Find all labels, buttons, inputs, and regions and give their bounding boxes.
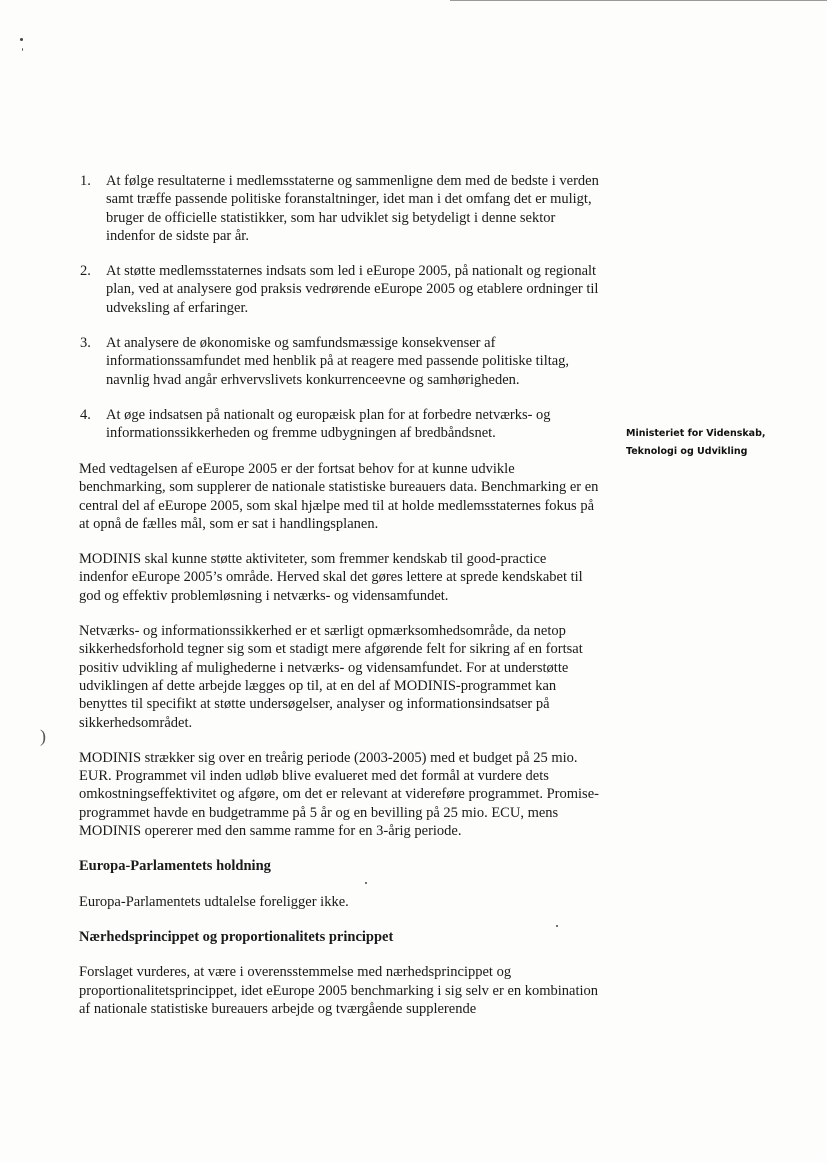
list-item xyxy=(80,406,600,443)
document-body xyxy=(79,460,599,1035)
list-item-text: At øge indsatsen på nationalt og europæisk plan for at forbedre netværks- og informationssikkerheden og fremme udbygningen af bredbåndsnet. xyxy=(106,406,551,442)
paragraph-good-practice: MODINIS skal kunne støtte aktiviteter, som fremmer kendskab til good-practice indenfor eEurope 2005’s område. Herved skal det gøres lettere at sprede kendskabet til god og effektiv problemløsning i netværks- og vidensamfundet. xyxy=(79,551,583,604)
list-number: 3. xyxy=(80,335,91,352)
paragraph-parliament: Europa-Parlamentets udtalelse foreligger ikke. xyxy=(79,893,349,910)
margin-mark: ) xyxy=(40,726,46,746)
paragraph-subsidiarity: Forslaget vurderes, at være i overensstemmelse med nærhedsprincippet og proportionalitetsprincippet, idet eEurope 2005 benchmarking i sig selv er en kombination af nationale statistiske bureauers arbejde og tværgående supplerende xyxy=(79,964,599,1017)
scan-speck xyxy=(22,48,23,51)
ministry-name-line1: Ministeriet for Videnskab, xyxy=(626,428,766,439)
section-heading-parliament: Europa-Parlamentets holdning xyxy=(79,858,271,875)
list-item-text: At støtte medlemsstaternes indsats som led i eEurope 2005, på nationalt og regionalt plan, ved at analysere god praksis vedrørende eEurope 2005 og etablere ordninger til udveksling af erfaringer. xyxy=(106,263,599,316)
list-number: 4. xyxy=(80,406,91,423)
scan-speck xyxy=(20,38,23,41)
list-item xyxy=(80,334,600,389)
paragraph-benchmarking: Med vedtagelsen af eEurope 2005 er der fortsat behov for at kunne udvikle benchmarking, som supplerer de nationale statistiske bureauers data. Benchmarking er en central del af eEurope 2005, som skal hjælpe med til at holde medlemsstaternes fokus på at opnå de fælles mål, som er sat i handlingsplanen. xyxy=(79,461,599,532)
list-item-text: At følge resultaterne i medlemsstaterne og sammenligne dem med de bedste i verden samt træffe passende politiske foranstaltninger, idet man i det omfang det er muligt, bruger de officielle statistikker, som har udviklet sig betydeligt i denne sektor indenfor de sidste par år. xyxy=(106,173,599,244)
list-number: 1. xyxy=(80,173,91,189)
top-border-line xyxy=(450,0,827,1)
paragraph-security: Netværks- og informationssikkerhed er et særligt opmærksomhedsområde, da netop sikkerhedsforhold tegner sig som et stadigt mere afgørende felt for sikring af en fortsat positiv udvikling af mulighederne i netværks- og vidensamfundet. For at understøtte udviklingen af dette arbejde lægges op til, at en del af MODINIS-programmet kan benyttes til specifikt at støtte undersøgelser, analyser og informationsindsatser på sikkerhedsområdet. xyxy=(79,623,583,731)
list-item xyxy=(80,262,600,317)
paragraph-budget: MODINIS strækker sig over en treårig periode (2003-2005) med et budget på 25 mio. EUR. Programmet vil inden udløb blive evalueret med det formål at vurdere dets omkostningseffektivitet og afgøre, om det er relevant at videreføre programmet. Promise-programmet havde en budgetramme på 5 år og en bevilling på 25 mio. ECU, mens MODINIS opererer med den samme ramme for en 3-årig periode. xyxy=(79,749,599,840)
ministry-name-line2: Teknologi og Udvikling xyxy=(626,446,748,457)
ministry-side-note xyxy=(626,425,826,461)
list-item-text: At analysere de økonomiske og samfundsmæssige konsekvenser af informationssamfundet med henblik på at reagere med passende politiske tiltag, navnlig hvad angår erhvervslivets konkurrenceevne og samhørigheden. xyxy=(106,335,570,388)
objectives-list xyxy=(80,172,600,460)
section-heading-subsidiarity: Nærhedsprincippet og proportionalitets princippet xyxy=(79,928,394,945)
list-number: 2. xyxy=(80,263,91,280)
list-item xyxy=(80,172,600,245)
